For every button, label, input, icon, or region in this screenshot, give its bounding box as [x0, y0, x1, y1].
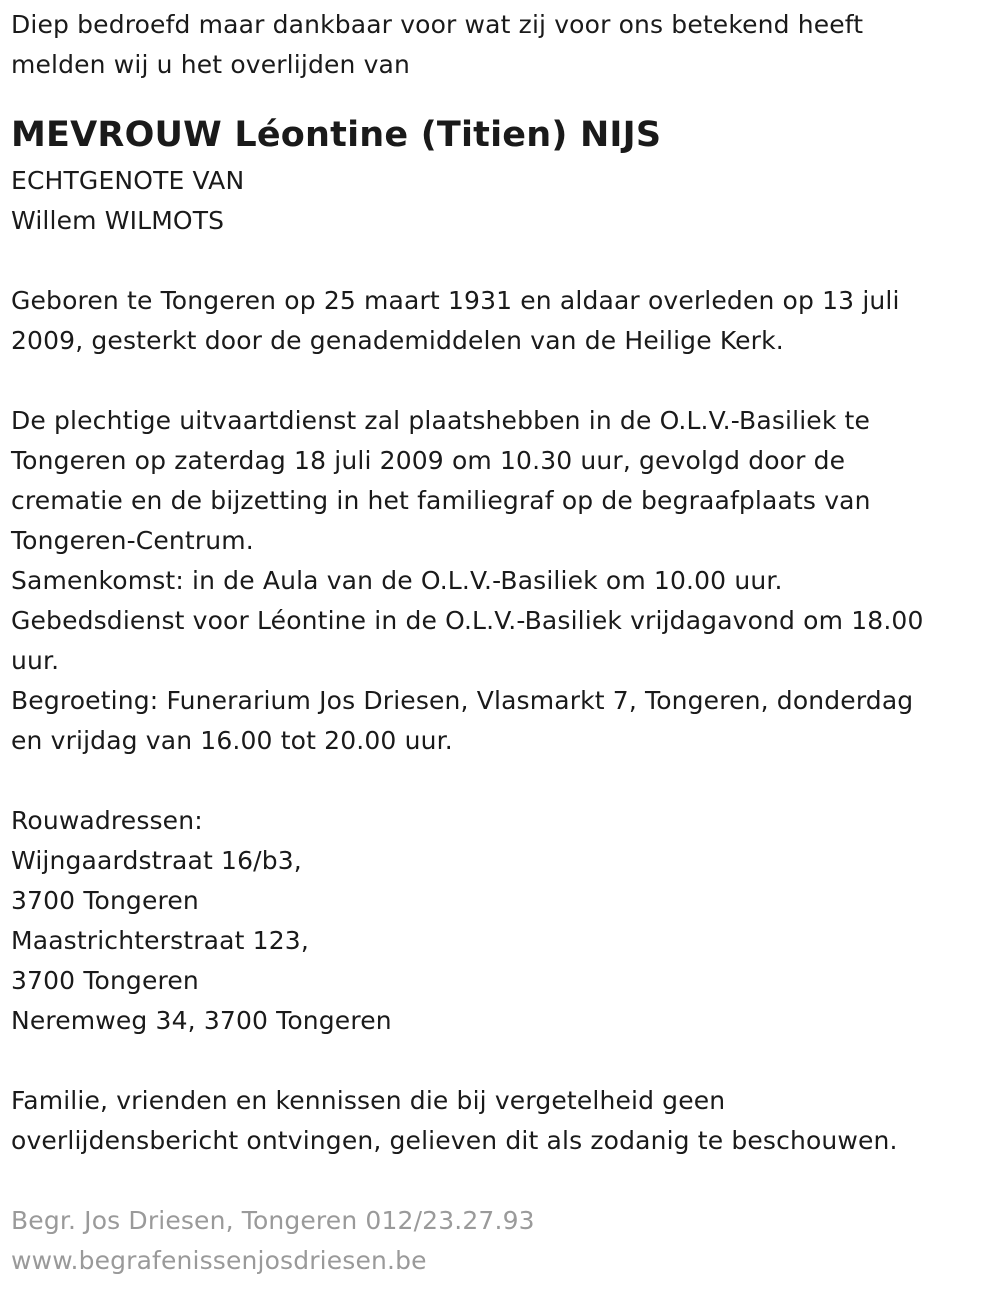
prayer-service-line: uur. — [11, 646, 60, 675]
address-line: 3700 Tongeren — [11, 966, 199, 995]
address-line: 3700 Tongeren — [11, 886, 199, 915]
visitation-line: en vrijdag van 16.00 tot 20.00 uur. — [11, 726, 453, 755]
deceased-name: MEVROUW Léontine (Titien) NIJS — [11, 115, 662, 155]
deceased-block — [11, 113, 986, 241]
intro-line: melden wij u het overlijden van — [11, 50, 411, 79]
paragraph-line: overlijdensbericht ontvingen, gelieven dit als zodanig te beschouwen. — [11, 1126, 898, 1155]
gathering-line: Samenkomst: in de Aula van de O.L.V.-Basiliek om 10.00 uur. — [11, 566, 783, 595]
paragraph-line: Tongeren op zaterdag 18 juli 2009 om 10.30 uur, gevolgd door de — [11, 446, 846, 475]
relation-label: ECHTGENOTE VAN — [11, 166, 245, 195]
death-notice — [11, 5, 986, 1281]
birth-death-paragraph — [11, 281, 986, 361]
paragraph-line: Familie, vrienden en kennissen die bij vergetelheid geen — [11, 1086, 726, 1115]
website-link[interactable]: www.begrafenissenjosdriesen.be — [11, 1246, 427, 1275]
spouse-name: Willem WILMOTS — [11, 206, 225, 235]
paragraph-line: Tongeren-Centrum. — [11, 526, 254, 555]
addresses-heading: Rouwadressen: — [11, 806, 203, 835]
visitation-line: Begroeting: Funerarium Jos Driesen, Vlasmarkt 7, Tongeren, donderdag — [11, 686, 914, 715]
intro-text — [11, 5, 986, 85]
intro-line: Diep bedroefd maar dankbaar voor wat zij voor ons betekend heeft — [11, 10, 864, 39]
paragraph-line: crematie en de bijzetting in het familiegraf op de begraafplaats van — [11, 486, 871, 515]
undertaker-contact: Begr. Jos Driesen, Tongeren 012/23.27.93 — [11, 1206, 535, 1235]
mourning-addresses — [11, 801, 986, 1041]
address-line: Wijngaardstraat 16/b3, — [11, 846, 302, 875]
paragraph-line: 2009, gesterkt door de genademiddelen van de Heilige Kerk. — [11, 326, 784, 355]
paragraph-line: De plechtige uitvaartdienst zal plaatshebben in de O.L.V.-Basiliek te — [11, 406, 871, 435]
prayer-service-line: Gebedsdienst voor Léontine in de O.L.V.-Basiliek vrijdagavond om 18.00 — [11, 606, 924, 635]
address-line: Neremweg 34, 3700 Tongeren — [11, 1006, 392, 1035]
address-line: Maastrichterstraat 123, — [11, 926, 309, 955]
closing-paragraph — [11, 1081, 986, 1161]
ceremony-paragraph — [11, 401, 986, 761]
footer — [11, 1201, 986, 1281]
paragraph-line: Geboren te Tongeren op 25 maart 1931 en aldaar overleden op 13 juli — [11, 286, 900, 315]
